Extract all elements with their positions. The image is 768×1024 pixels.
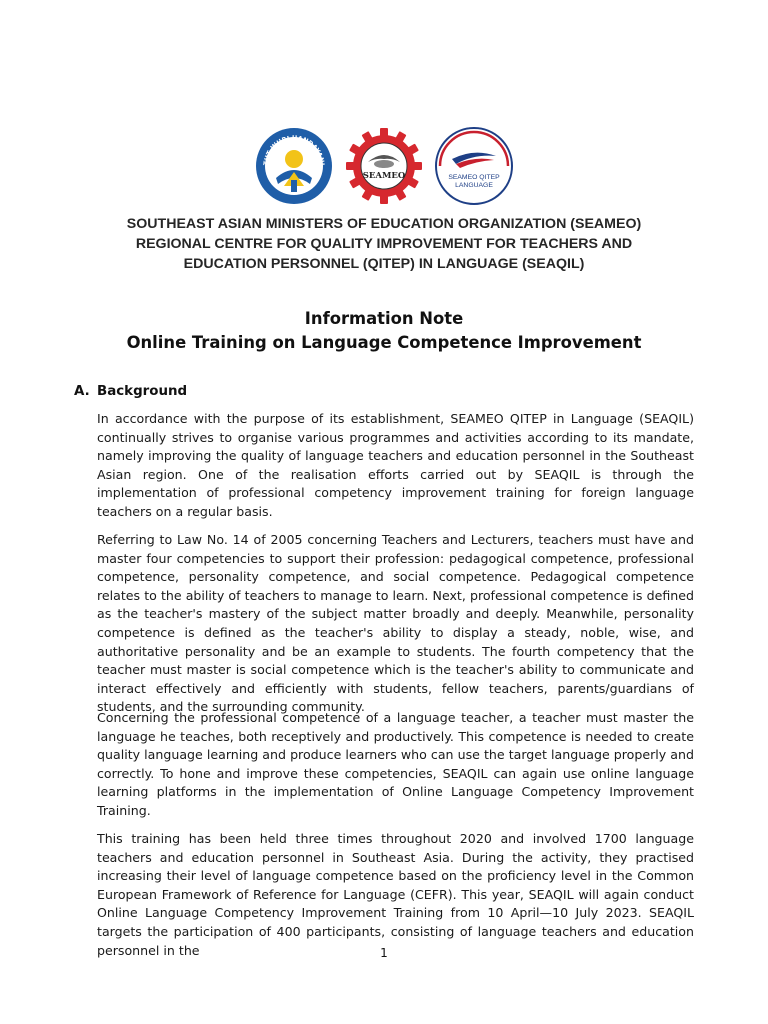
paragraph-text: Referring to Law No. 14 of 2005 concerning Teachers and Lecturers, teachers must have and master four competencies to support their profession: pedagogical competence, professional competence, personality competence, and social competence. Pedagogical competence relates to the ability of teachers to manage to learn. Next, professional competence is defined as the teacher's mastery of the subject matter broadly and deeply. Meanwhile, personality competence is defined as the teacher's ability to display a steady, noble, wise, and authoritative personality and be an example to students. The fourth competency that the teacher must master is social competence which is the teacher's ability to communicate and interact effectively and efficiently with students, fellow teachers, parents/guardians of students, and the surrounding community.: [97, 532, 694, 715]
seameo-logo-text: SEAMEO: [362, 171, 406, 181]
paragraph-text: Concerning the professional competence of a language teacher, a teacher must master the language he teaches, both receptively and productively. This competence is needed to create quality language learning and produce learners who can use the target language properly and correctly. To hone and improve these competencies, SEAQIL can again use online language learning platforms in the implementation of Online Language Competency Improvement Training.: [97, 710, 694, 818]
document-subtitle: Online Training on Language Competence Improvement: [126, 333, 642, 352]
organization-name: [0, 214, 768, 274]
logo-row: [0, 126, 768, 206]
org-line-2: REGIONAL CENTRE FOR QUALITY IMPROVEMENT FOR TEACHERS AND: [135, 236, 633, 252]
paragraph: [97, 410, 694, 522]
org-line-1: SOUTHEAST ASIAN MINISTERS OF EDUCATION ORGANIZATION (SEAMEO): [126, 216, 642, 232]
page-number: 1: [380, 946, 388, 960]
document-titles: [0, 307, 768, 355]
kemdik-motto: TUT WURI HANDAYANI: [261, 133, 327, 166]
paragraph: [97, 709, 694, 821]
section-letter: A.: [74, 384, 90, 399]
paragraph-text: In accordance with the purpose of its establishment, SEAMEO QITEP in Language (SEAQIL) continually strives to organise various programmes and activities according to its mandate, namely improving the quality of language teachers and education personnel in the Southeast Asian region. One of the realisation efforts carried out by SEAQIL is through the implementation of professional competency improvement training for foreign language teachers on a regular basis.: [97, 411, 694, 519]
org-line-3: EDUCATION PERSONNEL (QITEP) IN LANGUAGE (SEAQIL): [183, 256, 585, 272]
paragraph: [97, 531, 694, 717]
qitep-logo-line2: LANGUAGE: [455, 182, 493, 189]
seameo-logo: [344, 126, 424, 206]
section-heading: [74, 382, 187, 402]
qitep-logo-line1: SEAMEO QITEP: [448, 174, 500, 181]
section-title: Background: [97, 384, 188, 399]
document-title: Information Note: [304, 309, 464, 328]
paragraph: [97, 830, 694, 960]
kemendikbud-logo: [254, 126, 334, 206]
qitep-language-logo: [434, 126, 514, 206]
paragraph-text: This training has been held three times throughout 2020 and involved 1700 language teachers and education personnel in Southeast Asia. During the activity, they practised increasing their level of language competence based on the proficiency level in the Common European Framework of Reference for Language (CEFR). This year, SEAQIL will again conduct Online Language Competency Improvement Training from 10 April—10 July 2023. SEAQIL targets the participation of 400 participants, consisting of language teachers and education personnel in the: [97, 831, 694, 958]
